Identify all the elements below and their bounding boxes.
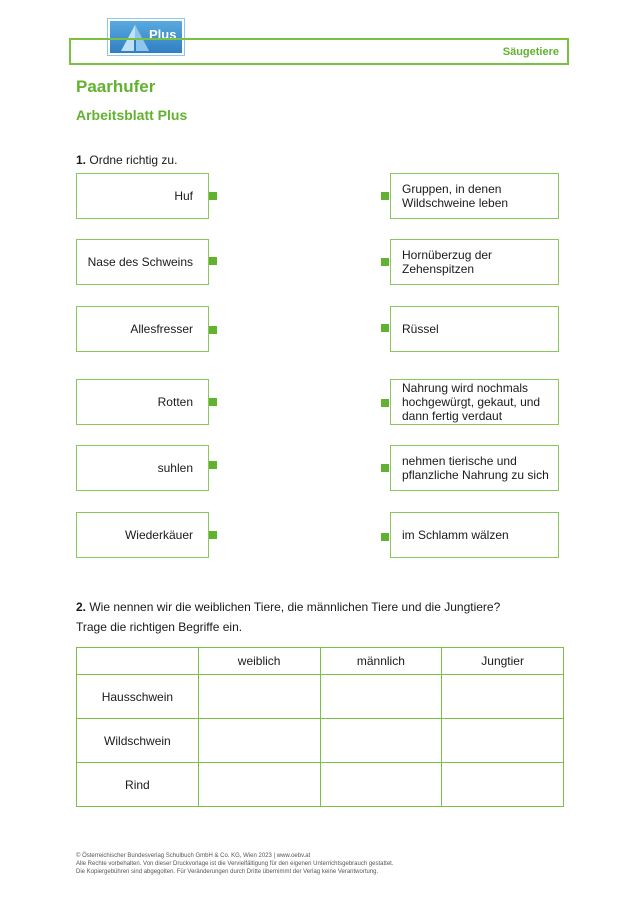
answer-cell[interactable] xyxy=(198,675,320,719)
left-card-4[interactable] xyxy=(76,379,209,425)
table-header-row xyxy=(77,648,564,675)
footer-line: Die Kopiergebühren sind abgegolten. Für Veränderungen durch Dritte übernimmt der Verlag keine Verantwortung. xyxy=(76,869,379,875)
task-2-text: Wie nennen wir die weiblichen Tiere, die männlichen Tiere und die Jungtiere? xyxy=(89,600,501,614)
row-label: Wildschwein xyxy=(77,719,199,763)
task-1-number: 1. xyxy=(76,153,87,167)
right-card-6[interactable] xyxy=(390,512,559,558)
right-card-5[interactable] xyxy=(390,445,559,491)
right-card-label: nehmen tierische und pflanzliche Nahrung zu sich xyxy=(402,454,549,482)
connector-dot[interactable] xyxy=(381,192,389,200)
table-header-maennlich: männlich xyxy=(320,648,442,675)
task-2-subinstruction: Trage die richtigen Begriffe ein. xyxy=(76,620,243,634)
connector-dot[interactable] xyxy=(381,399,389,407)
left-card-6[interactable] xyxy=(76,512,209,558)
section-label: Säugetiere xyxy=(502,46,559,58)
connector-dot[interactable] xyxy=(209,257,217,265)
footer-line: Alle Rechte vorbehalten. Von dieser Druckvorlage ist die Vervielfältigung für den eigenen Unterrichtsgebrauch gestattet. xyxy=(76,861,394,867)
table-header-empty xyxy=(77,648,199,675)
left-card-1[interactable] xyxy=(76,173,209,219)
right-card-2[interactable] xyxy=(390,239,559,285)
answer-cell[interactable] xyxy=(442,763,564,807)
footer-copyright xyxy=(76,852,394,876)
connector-dot[interactable] xyxy=(209,192,217,200)
answer-cell[interactable] xyxy=(442,675,564,719)
right-card-label: Nahrung wird nochmals hochgewürgt, gekaut, und dann fertig verdaut xyxy=(402,381,541,423)
table-row xyxy=(77,763,564,807)
right-card-4[interactable] xyxy=(390,379,559,425)
left-card-2[interactable] xyxy=(76,239,209,285)
connector-dot[interactable] xyxy=(209,461,217,469)
answer-cell[interactable] xyxy=(198,763,320,807)
connector-dot[interactable] xyxy=(381,258,389,266)
task-1-text: Ordne richtig zu. xyxy=(89,153,178,167)
connector-dot[interactable] xyxy=(209,531,217,539)
left-card-label: Allesfresser xyxy=(130,322,193,336)
left-card-3[interactable] xyxy=(76,306,209,352)
right-card-label: Gruppen, in denen Wildschweine leben xyxy=(402,182,509,210)
task-2-number: 2. xyxy=(76,600,87,614)
connector-dot[interactable] xyxy=(209,398,217,406)
row-label: Hausschwein xyxy=(77,675,199,719)
table-row xyxy=(77,675,564,719)
footer-line: © Österreichischer Bundesverlag Schulbuch GmbH & Co. KG, Wien 2023 | www.oebv.at xyxy=(76,853,311,859)
right-card-label: im Schlamm wälzen xyxy=(402,528,509,542)
row-label: Rind xyxy=(77,763,199,807)
table-row xyxy=(77,719,564,763)
left-card-5[interactable] xyxy=(76,445,209,491)
page-title: Paarhufer xyxy=(76,77,156,96)
right-card-1[interactable] xyxy=(390,173,559,219)
connector-dot[interactable] xyxy=(381,324,389,332)
answer-cell[interactable] xyxy=(442,719,564,763)
left-card-label: Huf xyxy=(174,189,193,203)
answer-cell[interactable] xyxy=(320,675,442,719)
connector-dot[interactable] xyxy=(381,464,389,472)
left-card-label: suhlen xyxy=(157,461,193,475)
answer-cell[interactable] xyxy=(198,719,320,763)
right-card-label: Rüssel xyxy=(402,322,439,336)
task-2-instruction xyxy=(76,600,500,614)
answer-cell[interactable] xyxy=(320,763,442,807)
page-subtitle: Arbeitsblatt Plus xyxy=(76,107,188,123)
task-1-instruction xyxy=(76,153,177,167)
header-bar xyxy=(69,38,569,65)
table-header-jungtier: Jungtier xyxy=(442,648,564,675)
logo-text: Plus xyxy=(149,27,177,42)
connector-dot[interactable] xyxy=(209,326,217,334)
answer-cell[interactable] xyxy=(320,719,442,763)
answer-table xyxy=(76,647,564,807)
right-card-label: Hornüberzug der Zehenspitzen xyxy=(402,248,493,276)
table-header-weiblich: weiblich xyxy=(198,648,320,675)
left-card-label: Nase des Schweins xyxy=(87,255,193,269)
left-card-label: Wiederkäuer xyxy=(124,528,193,542)
connector-dot[interactable] xyxy=(381,533,389,541)
right-card-3[interactable] xyxy=(390,306,559,352)
left-card-label: Rotten xyxy=(157,395,193,409)
